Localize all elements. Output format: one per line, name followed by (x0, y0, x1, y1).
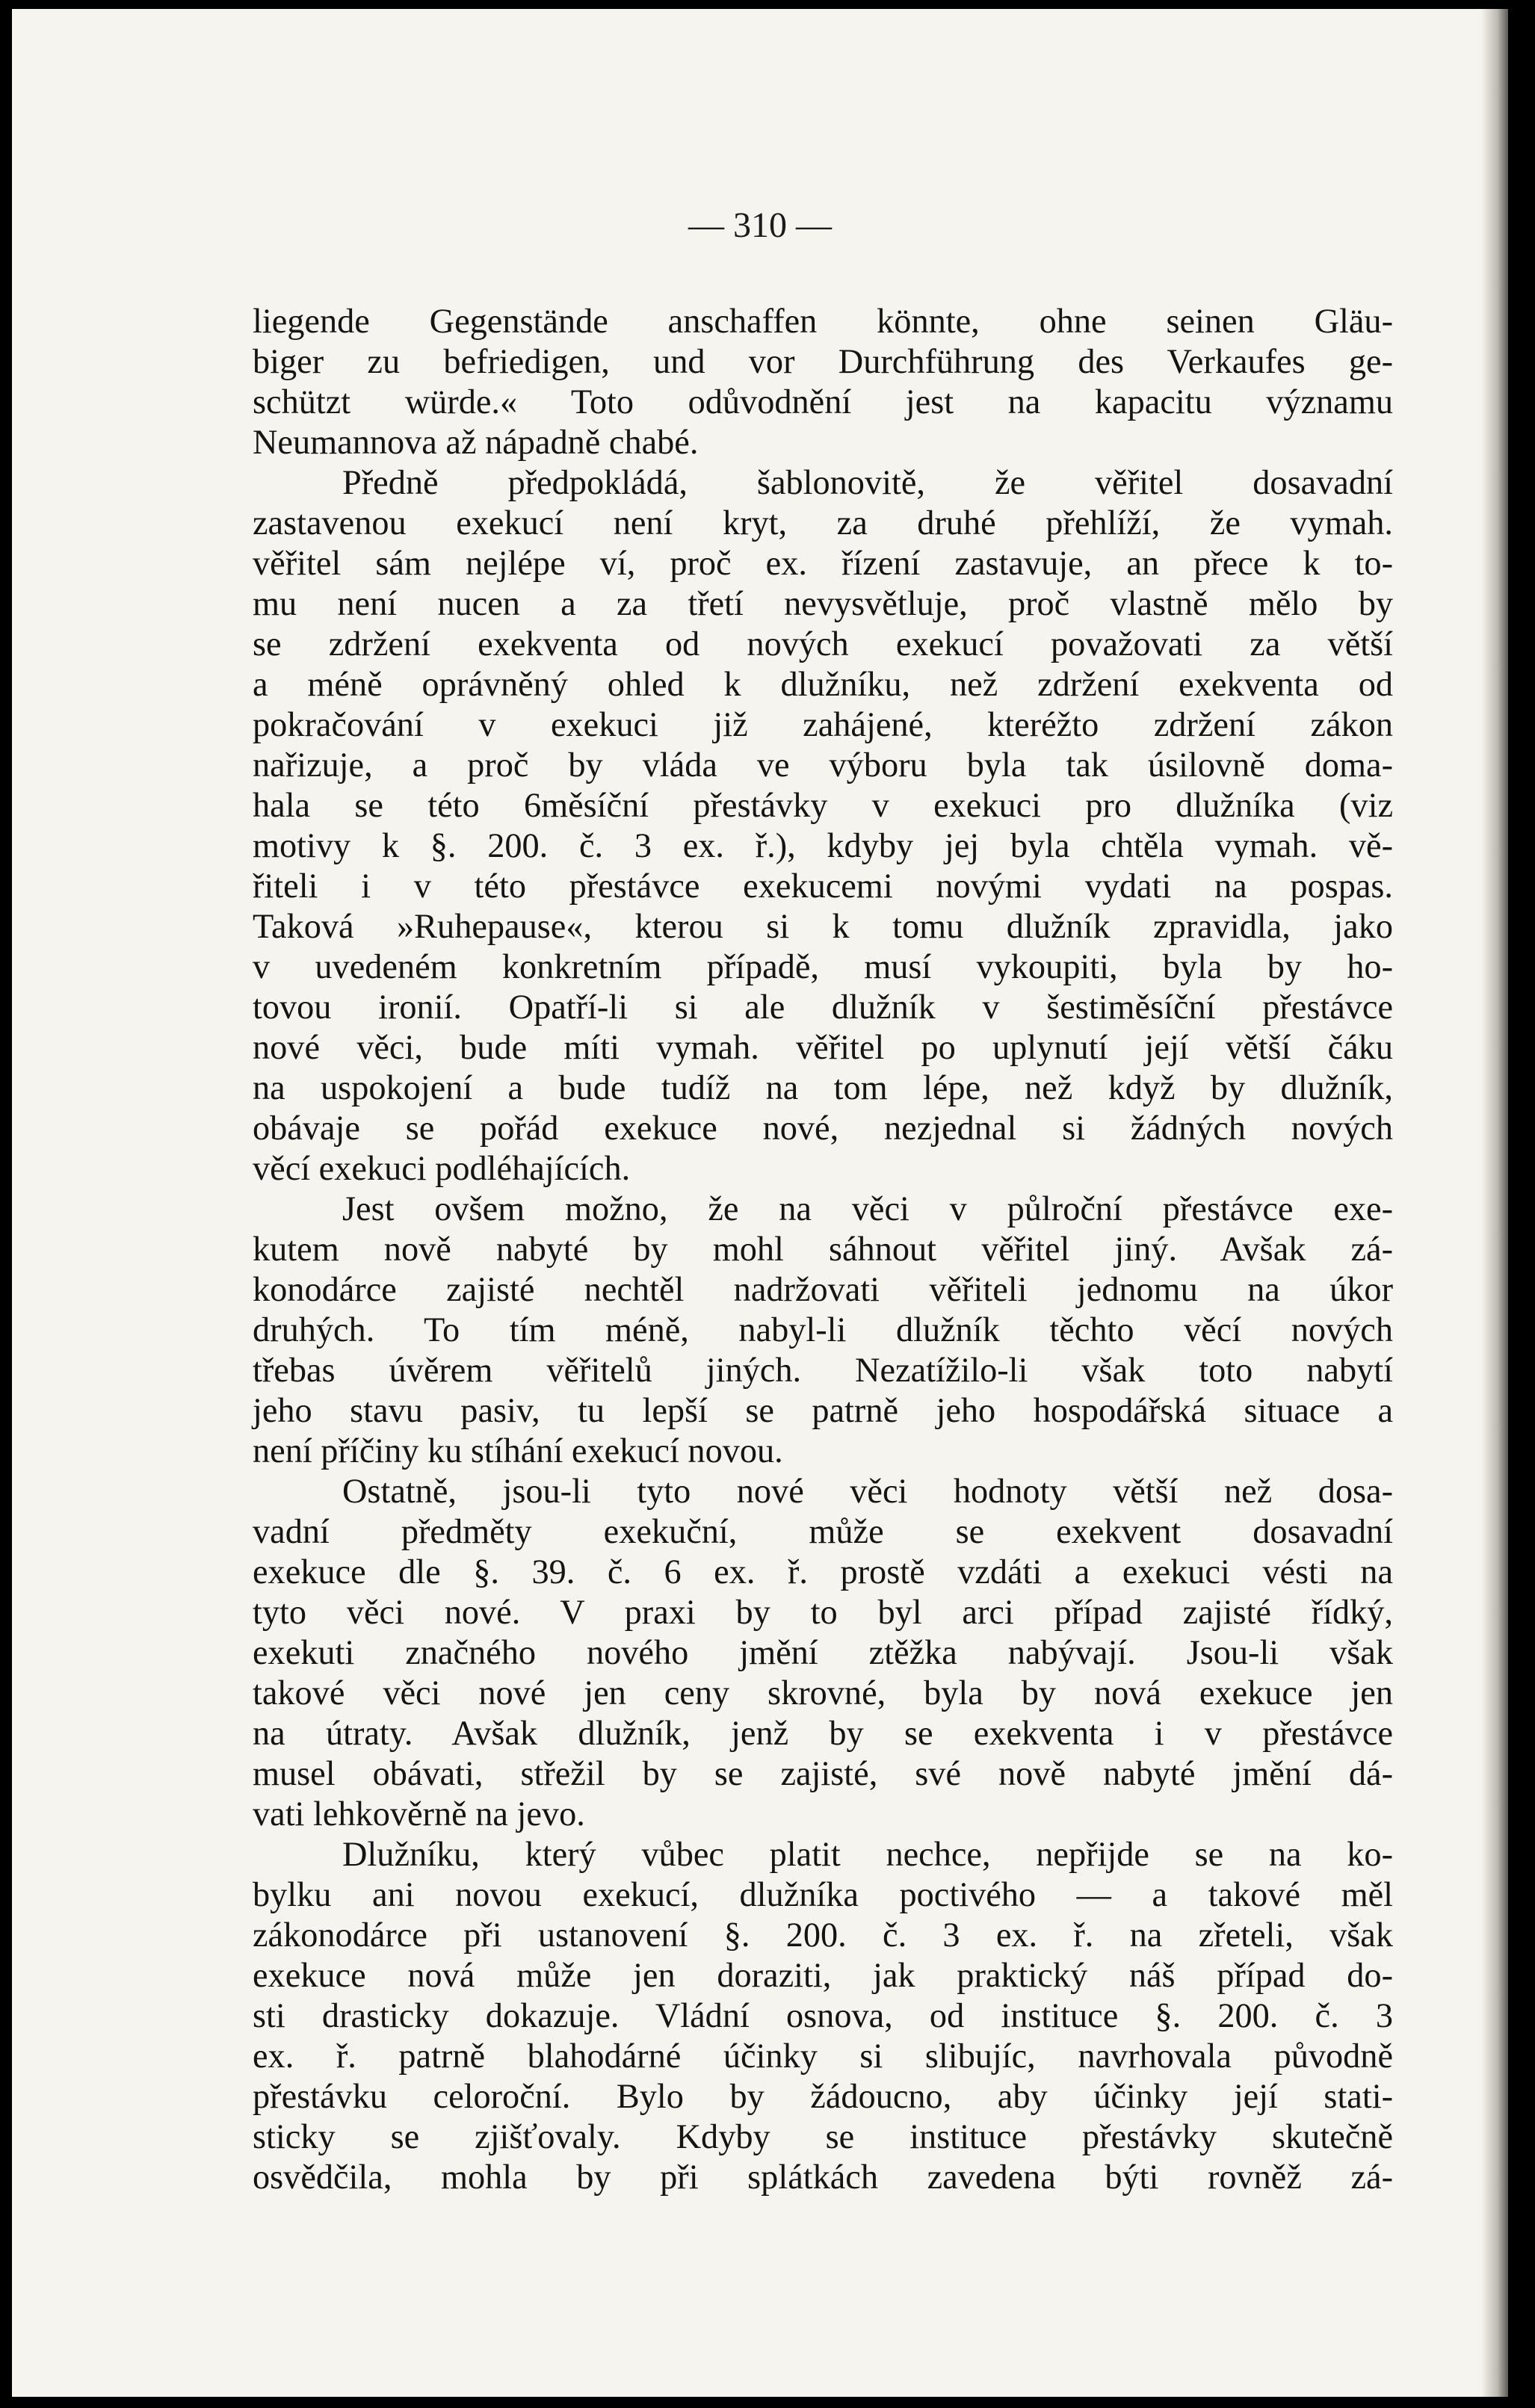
text-line: kutem nově nabyté by mohl sáhnout věřitel jiný. Avšak zá- (253, 1231, 1393, 1269)
body-text (253, 302, 1393, 2198)
book-spine-shadow (1481, 9, 1508, 2397)
text-line: a méně oprávněný ohled k dlužníku, než zdržení exekventa od (253, 666, 1393, 704)
text-line: nové věci, bude míti vymah. věřitel po uplynutí její větší čáku (253, 1029, 1393, 1067)
text-line: není příčiny ku stíhání exekucí novou. (253, 1432, 783, 1470)
text-line: mu není nucen a za třetí nevysvětluje, proč vlastně mělo by (253, 585, 1393, 623)
text-line: věřitel sám nejlépe ví, proč ex. řízení zastavuje, an přece k to- (253, 545, 1393, 583)
text-line: jeho stavu pasiv, tu lepší se patrně jeho hospodářská situace a (253, 1392, 1393, 1430)
text-line: exekuti značného nového jmění ztěžka nabývají. Jsou-li však (253, 1634, 1393, 1672)
text-line: na útraty. Avšak dlužník, jenž by se exekventa i v přestávce (253, 1715, 1393, 1753)
text-line: exekuce dle §. 39. č. 6 ex. ř. prostě vzdáti a exekuci vésti na (253, 1553, 1393, 1591)
text-line: řiteli i v této přestávce exekucemi novými vydati na pospas. (253, 867, 1393, 906)
text-line: exekuce nová může jen doraziti, jak praktický náš případ do- (253, 1957, 1393, 1995)
text-line: vadní předměty exekuční, může se exekvent dosavadní (253, 1513, 1393, 1551)
text-line: v uvedeném konkretním případě, musí vykoupiti, byla by ho- (253, 948, 1393, 986)
text-line: konodárce zajisté nechtěl nadržovati věřiteli jednomu na úkor (253, 1271, 1393, 1309)
text-line: tovou ironií. Opatří-li si ale dlužník v šestiměsíční přestávce (253, 988, 1393, 1027)
text-line: tyto věci nové. V praxi by to byl arci případ zajisté řídký, (253, 1594, 1393, 1632)
text-line: motivy k §. 200. č. 3 ex. ř.), kdyby jej byla chtěla vymah. vě- (253, 827, 1393, 865)
text-line: sticky se zjišťovaly. Kdyby se instituce přestávky skutečně (253, 2118, 1393, 2156)
text-line: ex. ř. patrně blahodárné účinky si slibujíc, navrhovala původně (253, 2037, 1393, 2076)
text-line: druhých. To tím méně, nabyl-li dlužník těchto věcí nových (253, 1311, 1393, 1349)
text-line: se zdržení exekventa od nových exekucí považovati za větší (253, 625, 1393, 663)
text-line: třebas úvěrem věřitelů jiných. Nezatížilo-li však toto nabytí (253, 1352, 1393, 1390)
text-line: zákonodárce při ustanovení §. 200. č. 3 ex. ř. na zřeteli, však (253, 1916, 1393, 1954)
text-line: nařizuje, a proč by vláda ve výboru byla tak úsilovně doma- (253, 746, 1393, 784)
text-line: biger zu befriedigen, und vor Durchführung des Verkaufes ge- (253, 343, 1393, 381)
text-line: hala se této 6měsíční přestávky v exekuci pro dlužníka (viz (253, 787, 1393, 825)
text-line: Neumannova až nápadně chabé. (253, 424, 699, 462)
text-line: přestávku celoroční. Bylo by žádoucno, aby účinky její stati- (253, 2078, 1393, 2116)
book-page (12, 9, 1508, 2397)
text-line: Ostatně, jsou-li tyto nové věci hodnoty větší než dosa- (342, 1473, 1393, 1511)
text-line: na uspokojení a bude tudíž na tom lépe, než když by dlužník, (253, 1069, 1393, 1107)
text-line: Předně předpokládá, šablonovitě, že věřitel dosavadní (342, 464, 1393, 502)
text-line: vati lehkověrně na jevo. (253, 1795, 585, 1833)
page-number: — 310 — (688, 205, 832, 245)
text-line: schützt würde.« Toto odůvodnění jest na kapacitu významu (253, 383, 1393, 421)
text-line: takové věci nové jen ceny skrovné, byla by nová exekuce jen (253, 1674, 1393, 1712)
text-line: obávaje se pořád exekuce nové, nezjednal si žádných nových (253, 1109, 1393, 1148)
text-line: pokračování v exekuci již zahájené, kteréžto zdržení zákon (253, 706, 1393, 744)
text-line: musel obávati, střežil by se zajisté, své nově nabyté jmění dá- (253, 1755, 1393, 1793)
text-line: liegende Gegenstände anschaffen könnte, ohne seinen Gläu- (253, 303, 1393, 341)
text-line: Dlužníku, který vůbec platit nechce, nepřijde se na ko- (342, 1836, 1393, 1874)
text-line: Taková »Ruhepause«, kterou si k tomu dlužník zpravidla, jako (253, 908, 1393, 946)
text-line: Jest ovšem možno, že na věci v půlroční přestávce exe- (342, 1190, 1393, 1228)
text-line: věcí exekuci podléhajících. (253, 1150, 631, 1188)
text-line: bylku ani novou exekucí, dlužníka poctivého — a takové měl (253, 1876, 1393, 1914)
text-line: zastavenou exekucí není kryt, za druhé přehlíží, že vymah. (253, 504, 1393, 542)
text-line: sti drasticky dokazuje. Vládní osnova, od instituce §. 200. č. 3 (253, 1997, 1393, 2035)
text-line: osvědčila, mohla by při splátkách zavedena býti rovněž zá- (253, 2158, 1393, 2197)
